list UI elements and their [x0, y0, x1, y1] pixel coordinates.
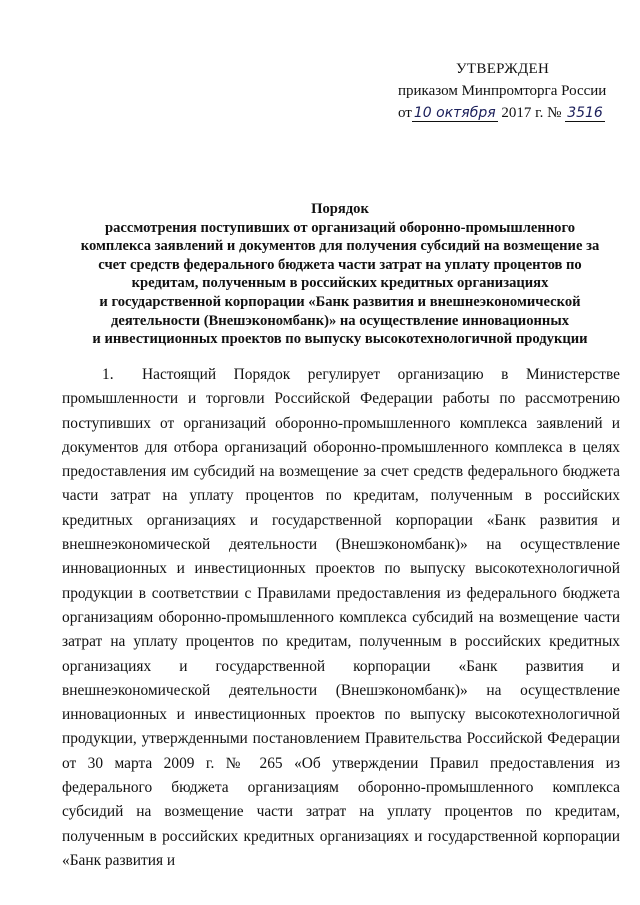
document-body — [62, 363, 620, 873]
document-title — [60, 200, 620, 349]
paragraph-text: Настоящий Порядок регулирует организацию в Министерстве промышленности и торговли Российской Федерации работы по рассмотрению поступивших от организаций оборонно-промышленного комплекса заявлений и документов для отбора организаций оборонно-промышленного комплекса в целях предоставления им субсидий на возмещение за счет средств федерального бюджета части затрат на уплату процентов по кредитам, полученным в российских кредитных организациях и государственной корпорации «Банк развития и внешнеэкономической деятельности (Внешэкономбанк)» на осуществление инновационных и инвестиционных проектов по выпуску высокотехнологичной продукции в соответствии с Правилами предоставления из федерального бюджета организациям оборонно-промышленного комплекса субсидий на возмещение части затрат на уплату процентов по кредитам, полученным в российских кредитных организациях и государственной корпорации «Банк развития и внешнеэкономической деятельности (Внешэкономбанк)» на осуществление инновационных и инвестиционных проектов по выпуску высокотехнологичной продукции, утвержденными постановлением Правительства Российской Федерации от 30 марта 2009 г. № 265 «Об утверждении Правил предоставления из федерального бюджета организациям оборонно-промышленного комплекса субсидий на возмещение части затрат на уплату процентов по кредитам, полученным в российских кредитных организациях и государственной корпорации «Банк развития и — [62, 366, 620, 869]
approval-year: 2017 г. № — [501, 105, 562, 121]
date-prefix: от — [398, 105, 412, 121]
paragraph-number: 1. — [102, 366, 114, 383]
title-line: и инвестиционных проектов по выпуску высокотехнологичной продукции — [92, 331, 588, 348]
handwritten-number: 3516 — [567, 105, 603, 121]
paragraph-1 — [62, 363, 620, 873]
title-line: деятельности (Внешэкономбанк)» на осуществление инновационных — [110, 312, 570, 329]
approval-date-line — [398, 102, 628, 124]
title-line: рассмотрения поступивших от организаций оборонно-промышленного — [104, 219, 576, 236]
title-line: счет средств федерального бюджета части затрат на уплату процентов по — [98, 256, 582, 273]
approval-heading: УТВЕРЖДЕН — [456, 61, 550, 77]
approval-stamp — [398, 58, 628, 124]
approval-issuer: приказом Минпромторга России — [398, 83, 607, 99]
title-line: кредитам, полученным в российских кредитных организациях — [131, 275, 549, 292]
handwritten-date: 10 октября — [413, 105, 496, 121]
title-line: комплекса заявлений и документов для получения субсидий на возмещение за — [80, 238, 600, 255]
title-line: и государственной корпорации «Банк развития и внешнеэкономической — [99, 293, 581, 310]
title-line: Порядок — [311, 201, 369, 217]
